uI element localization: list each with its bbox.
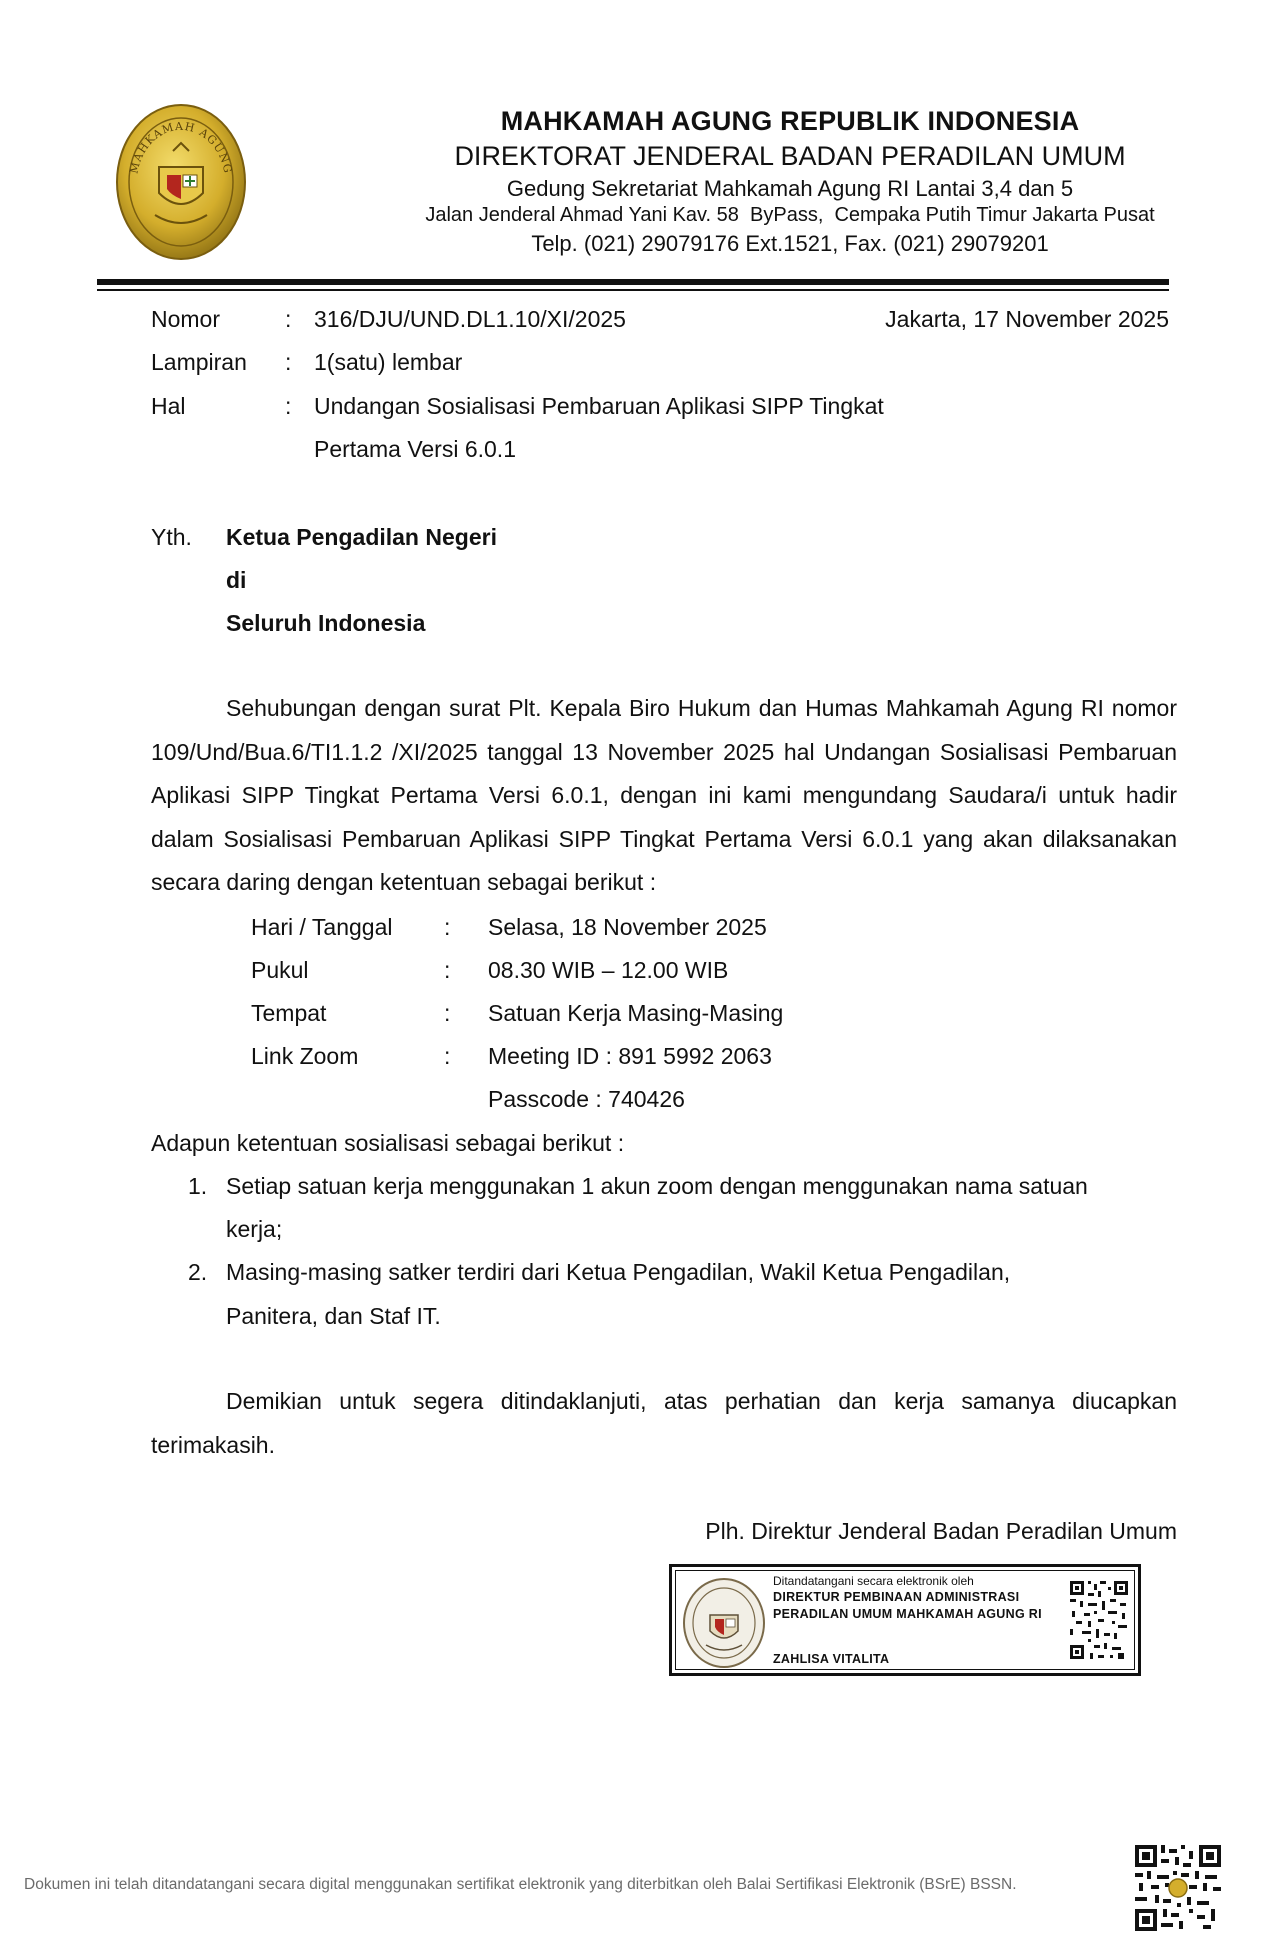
document-qr-code [1133,1843,1223,1933]
rule-2-line2: Panitera, dan Staf IT. [226,1303,441,1329]
hal-value-line1: Undangan Sosialisasi Pembaruan Aplikasi SIPP Tingkat [314,393,884,419]
recipient-line3: Seluruh Indonesia [226,610,426,636]
lampiran-colon: : [285,349,292,375]
electronic-signature-box [669,1564,1141,1676]
contact-phone: Telp. (021) 29079176 Ext.1521, Fax. (021) 29079201 [531,231,1049,256]
closing-paragraph: Demikian untuk segera ditindaklanjuti, atas perhatian dan kerja samanya diucapkan terimakasih. [151,1388,1177,1458]
lampiran-label: Lampiran [151,349,247,375]
rule-number: 2. [188,1259,208,1285]
qr-center-emblem [1169,1879,1187,1897]
nomor-label: Nomor [151,306,221,332]
hal-label: Hal [151,393,186,419]
schedule-label-zoom: Link Zoom [251,1043,359,1069]
digital-signature-footer-note: Dokumen ini telah ditandatangani secara digital menggunakan sertifikat elektronik yang diterbitkan oleh Balai Sertifikasi Elektronik (BSrE) BSSN. [24,1876,1017,1893]
supreme-court-emblem [115,103,247,261]
nomor-value: 316/DJU/UND.DL1.10/XI/2025 [314,306,626,332]
schedule-label-time: Pukul [251,957,309,983]
rules-intro: Adapun ketentuan sosialisasi sebagai berikut : [151,1130,625,1156]
yth-label: Yth. [151,524,192,550]
rule-2-line1: Masing-masing satker terdiri dari Ketua Pengadilan, Wakil Ketua Pengadilan, [226,1259,1011,1285]
body-paragraph [151,687,1177,905]
lampiran-value: 1(satu) lembar [314,349,463,375]
schedule-value-passcode: Passcode : 740426 [488,1086,685,1112]
rule-number: 1. [188,1173,208,1199]
hal-value-line2: Pertama Versi 6.0.1 [314,436,516,462]
emblem-text: MAHKAMAH AGUNG [127,119,235,175]
schedule-label-place: Tempat [251,1000,327,1026]
signer-position-line1: DIREKTUR PEMBINAAN ADMINISTRASI [773,1590,1020,1604]
rule-1-line2: kerja; [226,1216,283,1242]
court-seal-icon [682,1577,766,1669]
schedule-value-date: Selasa, 18 November 2025 [488,914,767,940]
signature-qr-code [1068,1575,1130,1667]
schedule-colon: : [444,957,451,983]
letter-date: Jakarta, 17 November 2025 [885,306,1169,332]
closing-block [151,1380,1177,1467]
signer-position-line2: PERADILAN UMUM MAHKAMAH AGUNG RI [773,1607,1042,1621]
schedule-colon: : [444,1043,451,1069]
schedule-value-place: Satuan Kerja Masing-Masing [488,1000,784,1026]
signatory-title: Plh. Direktur Jenderal Badan Peradilan Umum [705,1518,1177,1544]
org-name: MAHKAMAH AGUNG REPUBLIK INDONESIA [500,106,1080,136]
street-address: Jalan Jenderal Ahmad Yani Kav. 58 ByPass, Cempaka Putih Timur Jakarta Pusat [425,204,1155,226]
directorate-name: DIREKTORAT JENDERAL BADAN PERADILAN UMUM [454,141,1126,171]
nomor-colon: : [285,306,292,332]
intro-paragraph: Sehubungan dengan surat Plt. Kepala Biro Hukum dan Humas Mahkamah Agung RI nomor 109/Und/Bua.6/TI1.1.2 /XI/2025 tanggal 13 November 2025 hal Undangan Sosialisasi Pembaruan Aplikasi SIPP Tingkat Pertama Versi 6.0.1, dengan ini kami mengundang Saudara/i untuk hadir dalam Sosialisasi Pembaruan Aplikasi SIPP Tingkat Pertama Versi 6.0.1 yang akan dilaksanakan secara daring dengan ketentuan sebagai berikut : [151,695,1177,895]
schedule-value-meeting-id: Meeting ID : 891 5992 2063 [488,1043,772,1069]
letterhead-divider [97,279,1169,285]
signer-name: ZAHLISA VITALITA [773,1652,890,1666]
letterhead-divider-thin [97,289,1169,291]
recipient-line2: di [226,567,247,593]
schedule-value-time: 08.30 WIB – 12.00 WIB [488,957,729,983]
schedule-colon: : [444,914,451,940]
hal-colon: : [285,393,292,419]
rule-1-line1: Setiap satuan kerja menggunakan 1 akun zoom dengan menggunakan nama satuan [226,1173,1088,1199]
schedule-label-date: Hari / Tanggal [251,914,393,940]
signed-by-note: Ditandatangani secara elektronik oleh [773,1574,974,1588]
building-address: Gedung Sekretariat Mahkamah Agung RI Lantai 3,4 dan 5 [506,176,1074,201]
schedule-colon: : [444,1000,451,1026]
recipient-line1: Ketua Pengadilan Negeri [226,524,497,550]
signature-inner-frame [675,1570,1135,1670]
